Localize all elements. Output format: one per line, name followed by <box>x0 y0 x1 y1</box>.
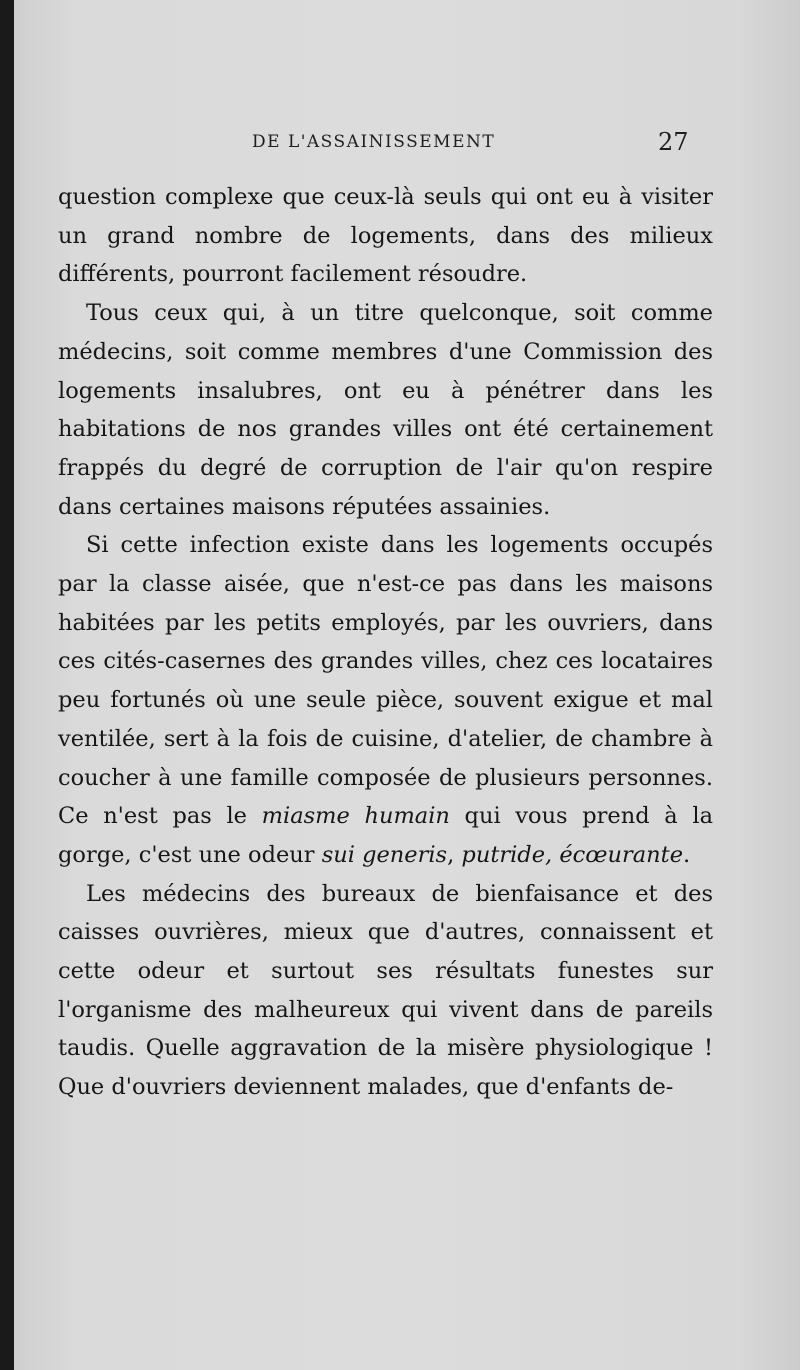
paragraph-3-text-end: . <box>683 841 691 868</box>
italic-miasme-humain: miasme humain <box>261 803 450 830</box>
italic-putride-ecoeurante: putride, écœurante <box>461 841 684 868</box>
page-number: 27 <box>658 128 689 156</box>
body-text <box>58 178 713 1107</box>
paragraph-3 <box>58 526 713 874</box>
paragraph-2: Tous ceux qui, à un titre quelconque, soit comme médecins, soit comme membres d'une Commission des logements insalubres, ont eu à pénétrer dans les habitations de nos grandes villes ont été certainement frappés du degré de corruption de l'air qu'on respire dans certaines maisons réputées assainies. <box>58 300 713 520</box>
book-page <box>14 0 800 1370</box>
italic-sui-generis: sui generis <box>321 841 448 868</box>
paragraph-3-comma: , <box>447 841 462 868</box>
paragraph-3-text-start: Si cette infection existe dans les logements occupés par la classe aisée, que n'est-ce pas dans les maisons habitées par les petits employés, par les ouvriers, dans ces cités-casernes des grandes villes, chez ces locataires peu fortunés où une seule pièce, souvent exigue et mal ventilée, sert à la fois de cuisine, d'atelier, de chambre à coucher à une famille composée de plusieurs personnes. Ce n'est pas le <box>58 532 713 830</box>
paragraph-4: Les médecins des bureaux de bienfaisance et des caisses ouvrières, mieux que d'autres, connaissent et cette odeur et surtout ses résultats funestes sur l'organisme des malheureux qui vivent dans de pareils taudis. Quelle aggravation de la misère physiologique ! Que d'ouvriers deviennent malades, que d'enfants de- <box>58 880 713 1101</box>
page-header <box>14 126 800 166</box>
running-head: DE L'ASSAINISSEMENT <box>252 132 496 152</box>
paragraph-1: question complexe que ceux-là seuls qui ont eu à visiter un grand nombre de logements, dans des milieux différents, pourront facilement résoudre. <box>58 184 713 288</box>
paragraph-3-text-mid: qui vous prend à la gorge, c'est une odeur <box>58 803 713 868</box>
